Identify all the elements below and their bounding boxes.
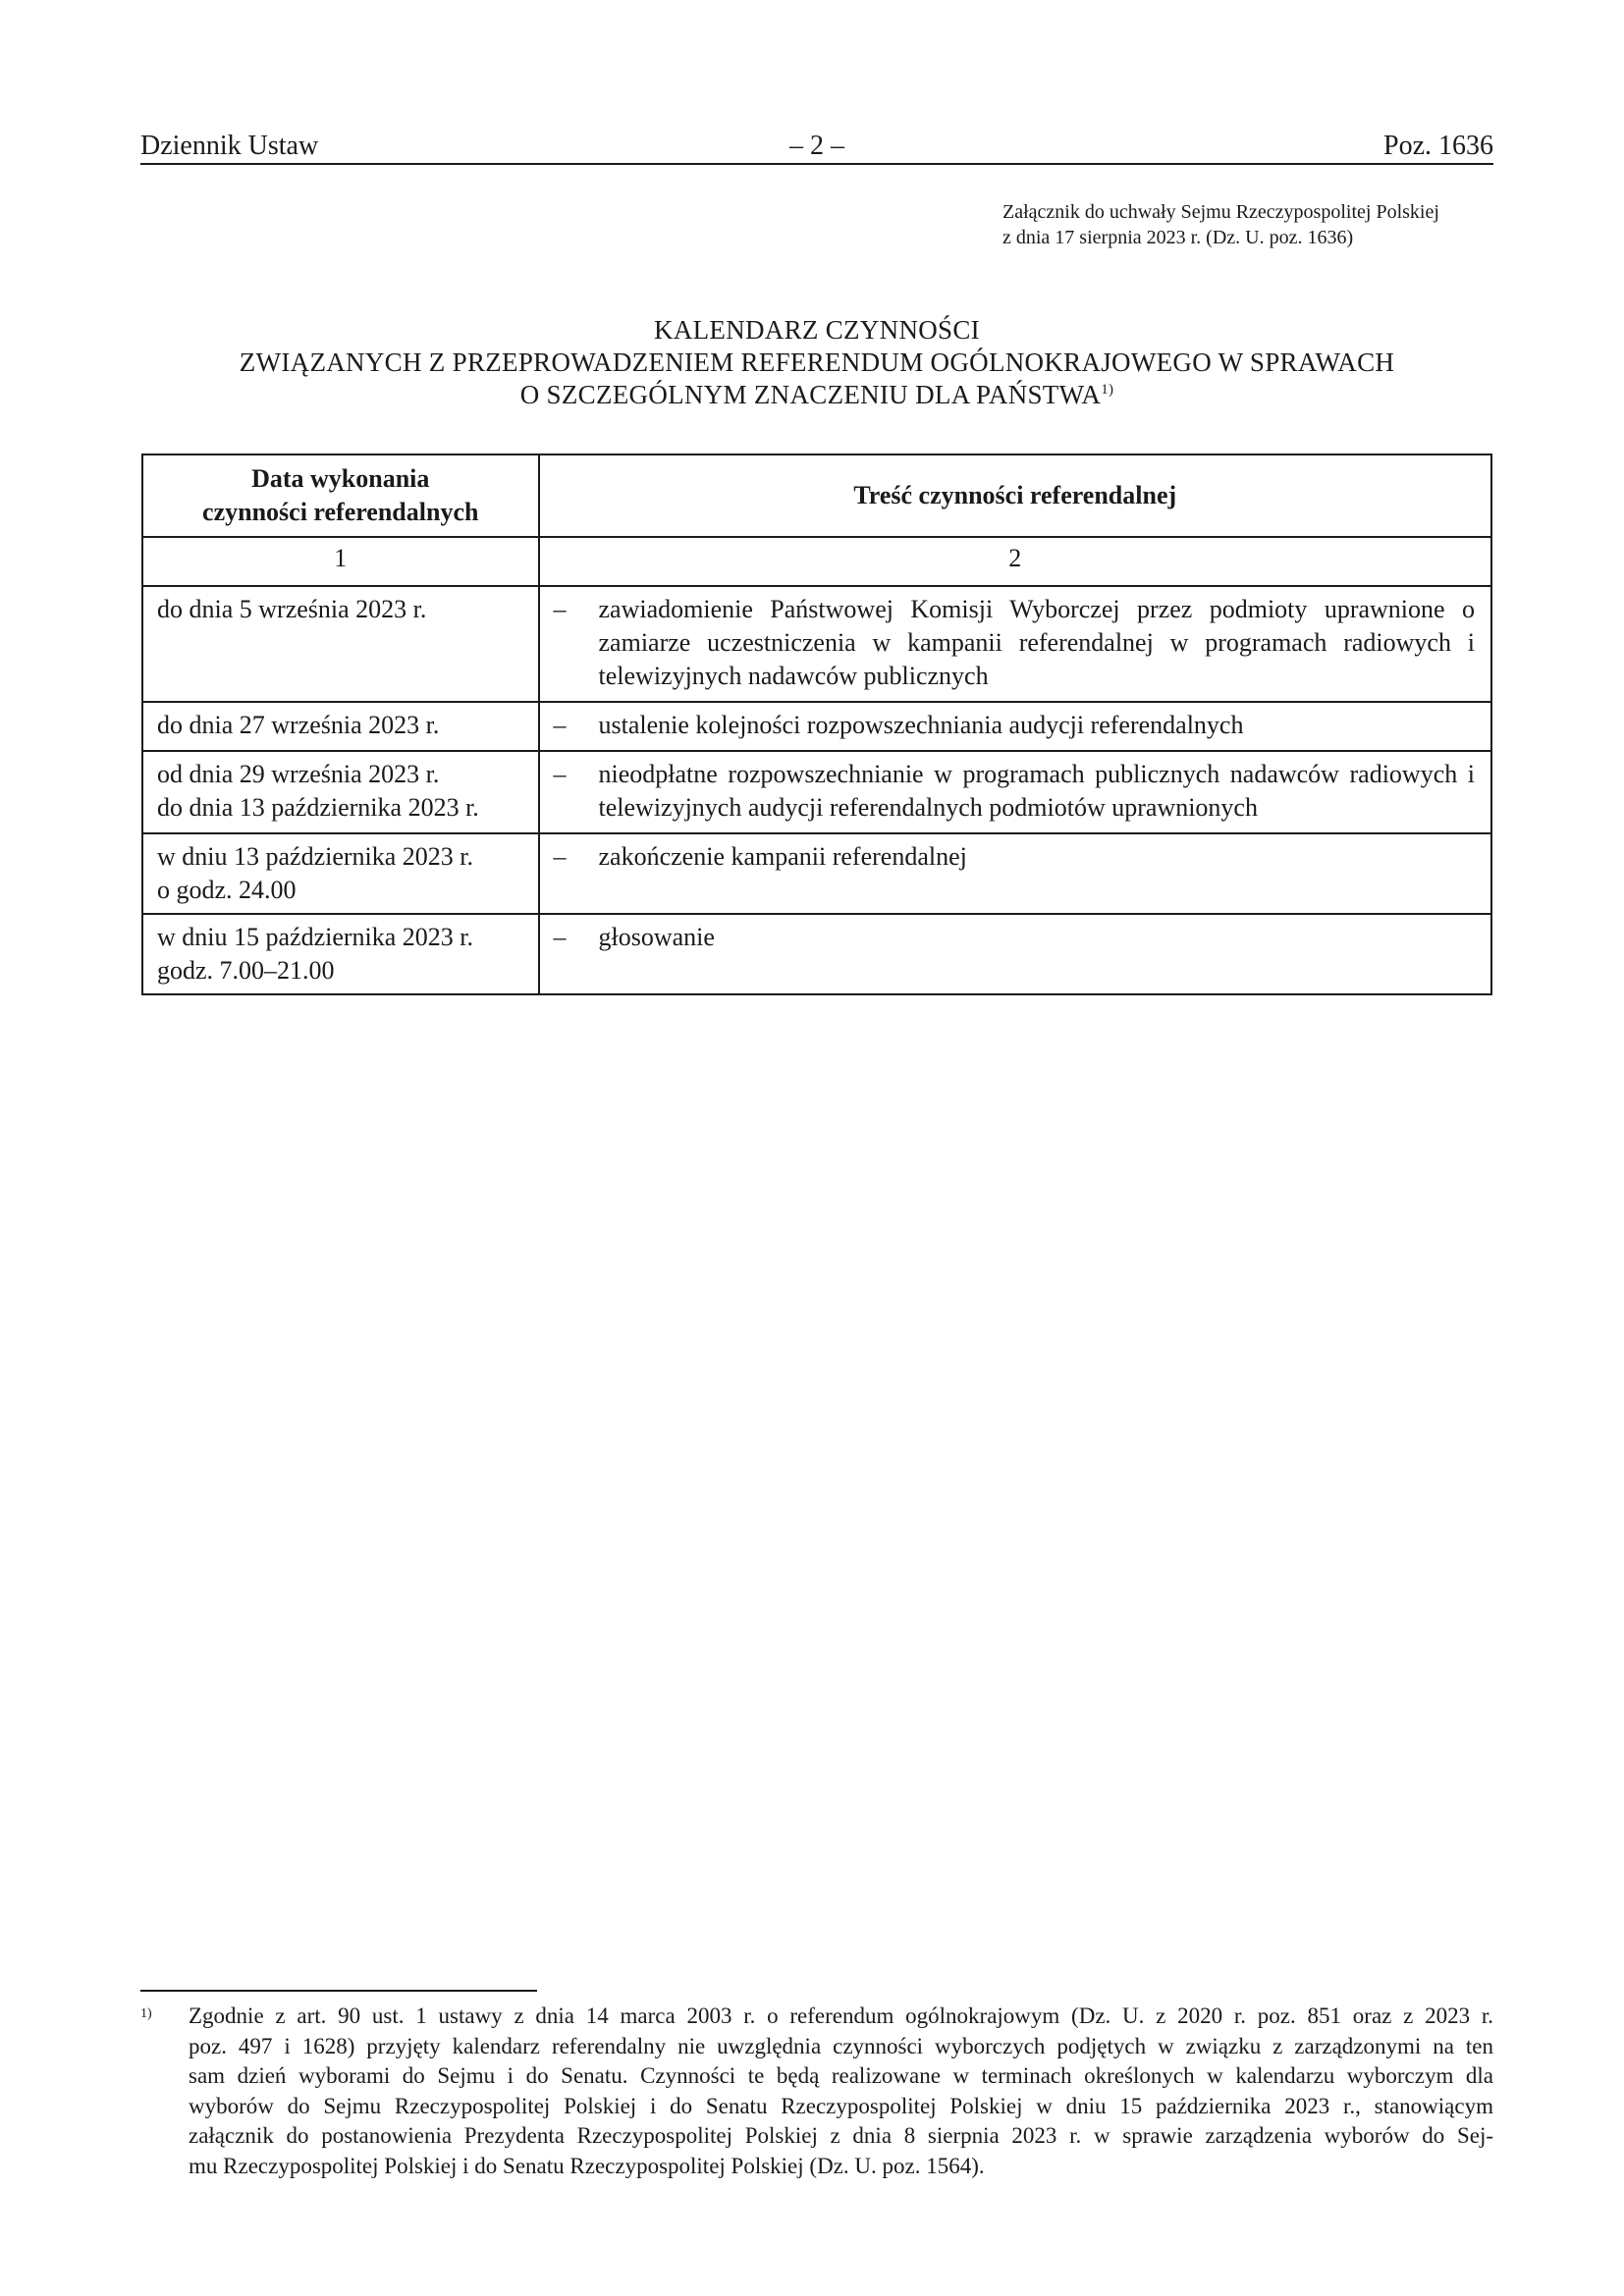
activity-cell	[539, 751, 1491, 833]
table-row	[142, 914, 1491, 994]
title-line: KALENDARZ CZYNNOŚCI	[654, 315, 980, 345]
footnote-text	[189, 2002, 1493, 2181]
activity-item	[554, 840, 1475, 874]
footnote-line: mu Rzeczypospolitej Polskiej i do Senatu Rzeczypospolitej Polskiej (Dz. U. poz. 1564).	[189, 2153, 985, 2178]
column-header-date	[142, 454, 539, 537]
activity-text: głosowanie	[598, 923, 715, 951]
dash-bullet: –	[553, 595, 567, 623]
activity-cell	[539, 914, 1491, 994]
column-header-date-line: czynności referendalnych	[202, 498, 479, 526]
footnote-line: wyborów do Sejmu Rzeczypospolitej Polskiej i do Senatu Rzeczypospolitej Polskiej w dniu 15 października 2023 r., stanowiącym	[189, 2093, 1493, 2118]
dash-bullet: –	[553, 923, 567, 951]
annex-line: Załącznik do uchwały Sejmu Rzeczypospolitej Polskiej	[1002, 201, 1439, 223]
footnote-line: poz. 497 i 1628) przyjęty kalendarz referendalny nie uwzględnia czynności wyborczych podjętych w związku z zarządzonymi na ten	[189, 2033, 1493, 2058]
dash-bullet: –	[553, 842, 567, 871]
column-number: 2	[539, 537, 1491, 586]
activity-cell	[539, 833, 1491, 914]
date-cell	[142, 586, 539, 702]
activity-item	[554, 709, 1475, 742]
date-cell	[142, 751, 539, 833]
activity-item	[554, 921, 1475, 954]
page-number: – 2 –	[789, 131, 844, 161]
activity-item	[554, 758, 1475, 825]
date-line: do dnia 27 września 2023 r.	[157, 711, 440, 739]
date-line: godz. 7.00–21.00	[157, 956, 335, 985]
title-line: ZWIĄZANYCH Z PRZEPROWADZENIEM REFERENDUM OGÓLNOKRAJOWEGO W SPRAWACH	[239, 347, 1395, 377]
annex-note	[1002, 199, 1493, 250]
footnote-mark: 1)	[140, 2006, 152, 2021]
title-line-with-ref	[140, 379, 1493, 411]
position-number: Poz. 1636	[1383, 131, 1493, 161]
title-footnote-ref[interactable]: 1)	[1101, 382, 1114, 398]
activity-text: zawiadomienie Państwowej Komisji Wyborczej przez podmioty uprawnione o zamiarze uczestniczenia w kampanii referendalnej w programach radiowych i telewizyjnych nadawców publicznych	[598, 595, 1475, 690]
date-cell	[142, 702, 539, 751]
activity-text: zakończenie kampanii referendalnej	[598, 842, 967, 871]
activity-text: ustalenie kolejności rozpowszechniania audycji referendalnych	[598, 711, 1244, 739]
dash-bullet: –	[553, 760, 567, 788]
date-line: w dniu 15 października 2023 r.	[157, 923, 474, 951]
column-header-activity: Treść czynności referendalnej	[539, 454, 1491, 537]
annex-line: z dnia 17 sierpnia 2023 r. (Dz. U. poz. 1636)	[1002, 227, 1354, 248]
date-line: do dnia 13 października 2023 r.	[157, 793, 479, 822]
table-row	[142, 702, 1491, 751]
dash-bullet: –	[553, 711, 567, 739]
activity-item	[554, 593, 1475, 693]
calendar-table	[141, 454, 1492, 995]
table-row	[142, 833, 1491, 914]
footnote-line: załącznik do postanowienia Prezydenta Rzeczypospolitej Polskiej z dnia 8 sierpnia 2023 r. w sprawie zarządzenia wyborów do Sej-	[189, 2123, 1493, 2148]
header-divider	[140, 163, 1493, 165]
date-line: o godz. 24.00	[157, 876, 297, 904]
table-row	[142, 751, 1491, 833]
footnote-divider	[140, 1990, 537, 1992]
document-title	[140, 314, 1493, 411]
column-header-date-line: Data wykonania	[251, 464, 430, 493]
footnote-line: Zgodnie z art. 90 ust. 1 ustawy z dnia 14 marca 2003 r. o referendum ogólnokrajowym (Dz. U. z 2020 r. poz. 851 oraz z 2023 r.	[189, 2003, 1493, 2028]
activity-cell	[539, 586, 1491, 702]
date-line: w dniu 13 października 2023 r.	[157, 842, 474, 871]
activity-cell	[539, 702, 1491, 751]
date-cell	[142, 833, 539, 914]
journal-name: Dziennik Ustaw	[140, 131, 319, 161]
date-line: od dnia 29 września 2023 r.	[157, 760, 440, 788]
footnote-line: sam dzień wyborami do Sejmu i do Senatu. Czynności te będą realizowane w terminach określonych w kalendarzu wyborczym dla	[189, 2063, 1493, 2088]
activity-text: nieodpłatne rozpowszechnianie w programach publicznych nadawców radiowych i telewizyjnych audycji referendalnych podmiotów uprawnionych	[598, 760, 1475, 822]
title-line: O SZCZEGÓLNYM ZNACZENIU DLA PAŃSTWA	[519, 380, 1102, 409]
date-line: do dnia 5 września 2023 r.	[157, 595, 427, 623]
table-header-row	[142, 454, 1491, 537]
table-row	[142, 586, 1491, 702]
date-cell	[142, 914, 539, 994]
table-number-row	[142, 537, 1491, 586]
column-number: 1	[142, 537, 539, 586]
